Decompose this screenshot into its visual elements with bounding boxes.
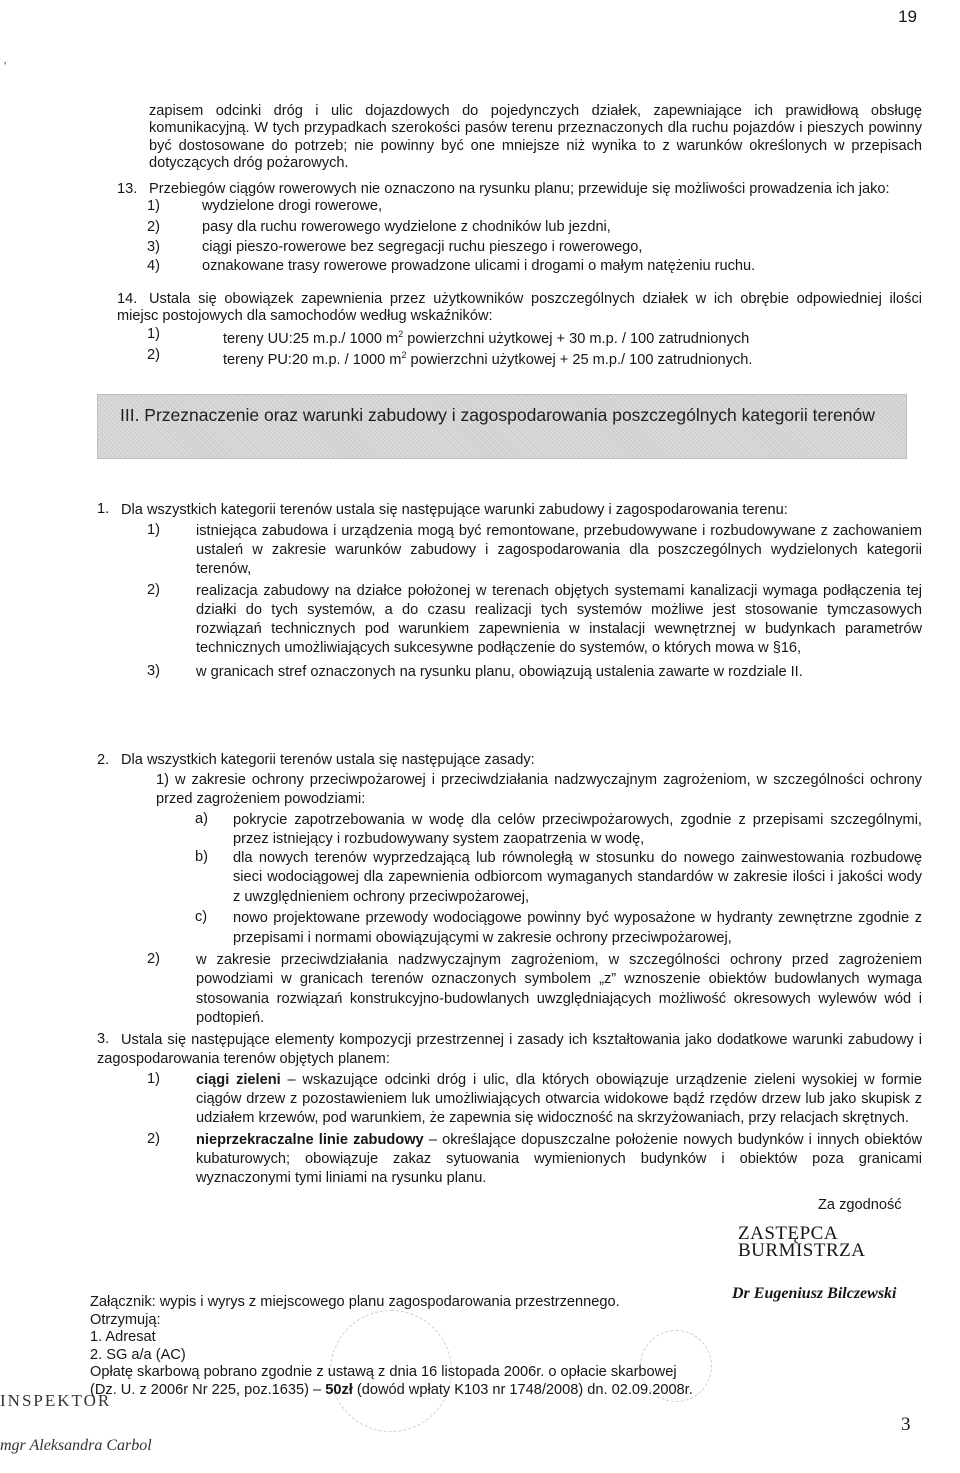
item-14-number: 14. xyxy=(117,291,138,307)
rule-2-number: 2. xyxy=(97,752,110,768)
list-item: 1) ciągi zieleni – wskazujące odcinki dróg i ulic, dla których obowiązuje urządzenie zieleni wysokiej w formie ciągów drzew z pozostawieniem luk umożliwiających otwarcia widokowe bądź rzędów drzew lub jako skupisk z udziałem krzewów, pod warunkiem, że zapewnia się widoczność na skrzyżowaniach, przy relacjach skrętnych. xyxy=(147,1071,922,1126)
list-item: 1) tereny UU:25 m.p./ 1000 $m^2$ powierzchni użytkowej + 30 m.p. / 100 zatrudnionych xyxy=(147,326,750,347)
inspector-stamp: INSPEKTOR xyxy=(0,1391,112,1410)
list-item: 3) ciągi pieszo-rowerowe bez segregacji ruchu pieszego i rowerowego, xyxy=(147,239,643,255)
recipient-1: 1. Adresat xyxy=(90,1329,156,1345)
list-item: 1) istniejąca zabudowa i urządzenia mogą być remontowane, przebudowywane i rozbudowywane z zachowaniem ustaleń w zakresie warunków zabudowy i zagospodarowania dla poszczególnych wydzielonych kategorii terenów, xyxy=(147,522,922,577)
continuation-paragraph xyxy=(149,103,922,173)
list-item: 1) wydzielone drogi rowerowe, xyxy=(147,198,383,214)
attachment-line: Załącznik: wypis i wyrys z miejscowego planu zagospodarowania przestrzennego. xyxy=(90,1294,620,1310)
item-13-number: 13. xyxy=(117,181,138,197)
fee-line: Opłatę skarbową pobrano zgodnie z ustawą z dnia 16 listopada 2006r. o opłacie skarbowej xyxy=(90,1364,677,1380)
item-13-text: Przebiegów ciągów rowerowych nie oznaczono na rysunku planu; przewiduje się możliwości prowadzenia ich jako: xyxy=(149,181,890,197)
rule-2-text: Dla wszystkich kategorii terenów ustala się następujące zasady: xyxy=(121,752,535,768)
inspector-name: mgr Aleksandra Carbol xyxy=(0,1437,152,1454)
rule-2 xyxy=(97,752,922,1029)
margin-mark: ʹ xyxy=(4,59,7,73)
footer-notes xyxy=(90,1294,810,1399)
list-item: c) nowo projektowane przewody wodociągowe powinny być wyposażone w hydranty zewnętrzne zgodnie z przepisami i normami obowiązującymi w zakresie ochrony przeciwpożarowej, xyxy=(195,909,922,946)
item-13 xyxy=(117,181,922,277)
rule-3-number: 3. xyxy=(97,1031,110,1047)
section-header xyxy=(97,394,907,459)
rule-1-number: 1. xyxy=(97,501,110,517)
signature-title: ZASTĘPCA BURMISTRZA xyxy=(738,1223,866,1261)
item-14-text: Ustala się obowiązek zapewnienia przez użytkowników poszczególnych działek w ich obrębie odpowiedniej ilości miejsc postojowych dla samochodów według wskaźników: xyxy=(117,291,922,324)
fee-reference: (Dz. U. z 2006r Nr 225, poz.1635) – 50zł (dowód wpłaty K103 nr 1748/2008) dn. 02.09.2008r. xyxy=(90,1381,693,1398)
rule-3 xyxy=(97,1031,922,1188)
item-13-sublist xyxy=(117,198,922,277)
list-item: 2) realizacja zabudowy na działce położonej w terenach objętych systemami kanalizacji wymaga podłączenia tej działki do tych systemów, a do czasu realizacji tych systemów możliwe jest stosowanie tymczasowych rozwiązań technicznych pod warunkiem zapewnienia w instalacji wewnętrznej w budynkach parametrów technicznych umożliwiających sukcesywne podłączenie do systemów, o których mowa w §16, xyxy=(147,582,922,656)
rule-2-point-2: 2) w zakresie przeciwdziałania nadzwyczajnym zagrożeniom, w szczególności ochrony przed zagrożeniem powodziami w granicach terenów oznaczonych symbolem „z” wznoszenie obiektów budowlanych wymaga stosowania rozwiązań konstrukcyjno-budowlanych uwzględniających możliwość okresowych wylewów wód i podtopień. xyxy=(147,951,922,1027)
list-item: 4) oznakowane trasy rowerowe prowadzone ulicami i drogami o małym natężeniu ruchu. xyxy=(147,258,756,274)
list-item: a) pokrycie zapotrzebowania w wodę dla celów przeciwpożarowych, zgodnie z przepisami szczególnymi, przez istniejący i rozbudowywany system zaopatrzenia w wodę, xyxy=(195,811,922,847)
signature-name: Dr Eugeniusz Bilczewski xyxy=(732,1285,897,1302)
recipient-2: 2. SG a/a (AC) xyxy=(90,1346,186,1363)
list-item: 3) w granicach stref oznaczonych na rysunku planu, obowiązują ustalenia zawarte w rozdziale II. xyxy=(147,663,803,680)
rule-1-text: Dla wszystkich kategorii terenów ustala się następujące warunki zabudowy i zagospodarowania terenu: xyxy=(121,502,788,518)
page-number: 19 xyxy=(898,7,917,26)
rule-1 xyxy=(97,501,922,682)
list-item: b) dla nowych terenów wyprzedzającą lub równoległą w stosunku do nowego zainwestowania rozbudowę sieci wodociągowej dla zapewnienia odbiorcom wymaganych standardów w zakresie ilości i jakości wody z uwzględnieniem ochrony przeciwpożarowej, xyxy=(195,849,922,905)
bottom-page-number: 3 xyxy=(901,1414,911,1435)
list-item: 2) pasy dla ruchu rowerowego wydzielone z chodników lub jezdni, xyxy=(147,219,611,235)
approval-note: Za zgodność xyxy=(818,1197,902,1213)
recipients-label: Otrzymują: xyxy=(90,1311,161,1328)
rule-3-text: Ustala się następujące elementy kompozycji przestrzennej i zasady ich kształtowania jako dodatkowe warunki zabudowy i zagospodarowania terenów objętych planem: xyxy=(97,1032,922,1067)
item-14 xyxy=(117,291,922,367)
continuation-text: zapisem odcinki dróg i ulic dojazdowych do pojedynczych działek, zapewniające ich prawidłową obsługę komunikacyjną. W tych przypadkach szerokości pasów terenu przeznaczonych dla ruchu pojazdów i pieszych powinny być dostosowane do potrzeb; nie powinny być one mniejsze niż wynika to z warunków określonych w przepisach dotyczących dróg pożarowych. xyxy=(149,103,922,172)
list-item: 2) tereny PU:20 m.p. / 1000 $m^2$ powierzchni użytkowej + 25 m.p./ 100 zatrudnionych. xyxy=(147,347,753,368)
rule-2-point-1: 1) w zakresie ochrony przeciwpożarowej i przeciwdziałania nadzwyczajnym zagrożeniom, w szczególności ochrony przed zagrożeniem powodziami: xyxy=(156,772,922,807)
section-header-title: III. Przeznaczenie oraz warunki zabudowy i zagospodarowania poszczególnych kategorii terenów xyxy=(120,405,875,425)
list-item: 2) nieprzekraczalne linie zabudowy – określające dopuszczalne położenie nowych budynków i innych obiektów kubaturowych; obowiązuje zakaz sytuowania wymienionych budynków i obiektów poza granicami wyznaczonymi tymi liniami na rysunku planu. xyxy=(147,1131,923,1186)
